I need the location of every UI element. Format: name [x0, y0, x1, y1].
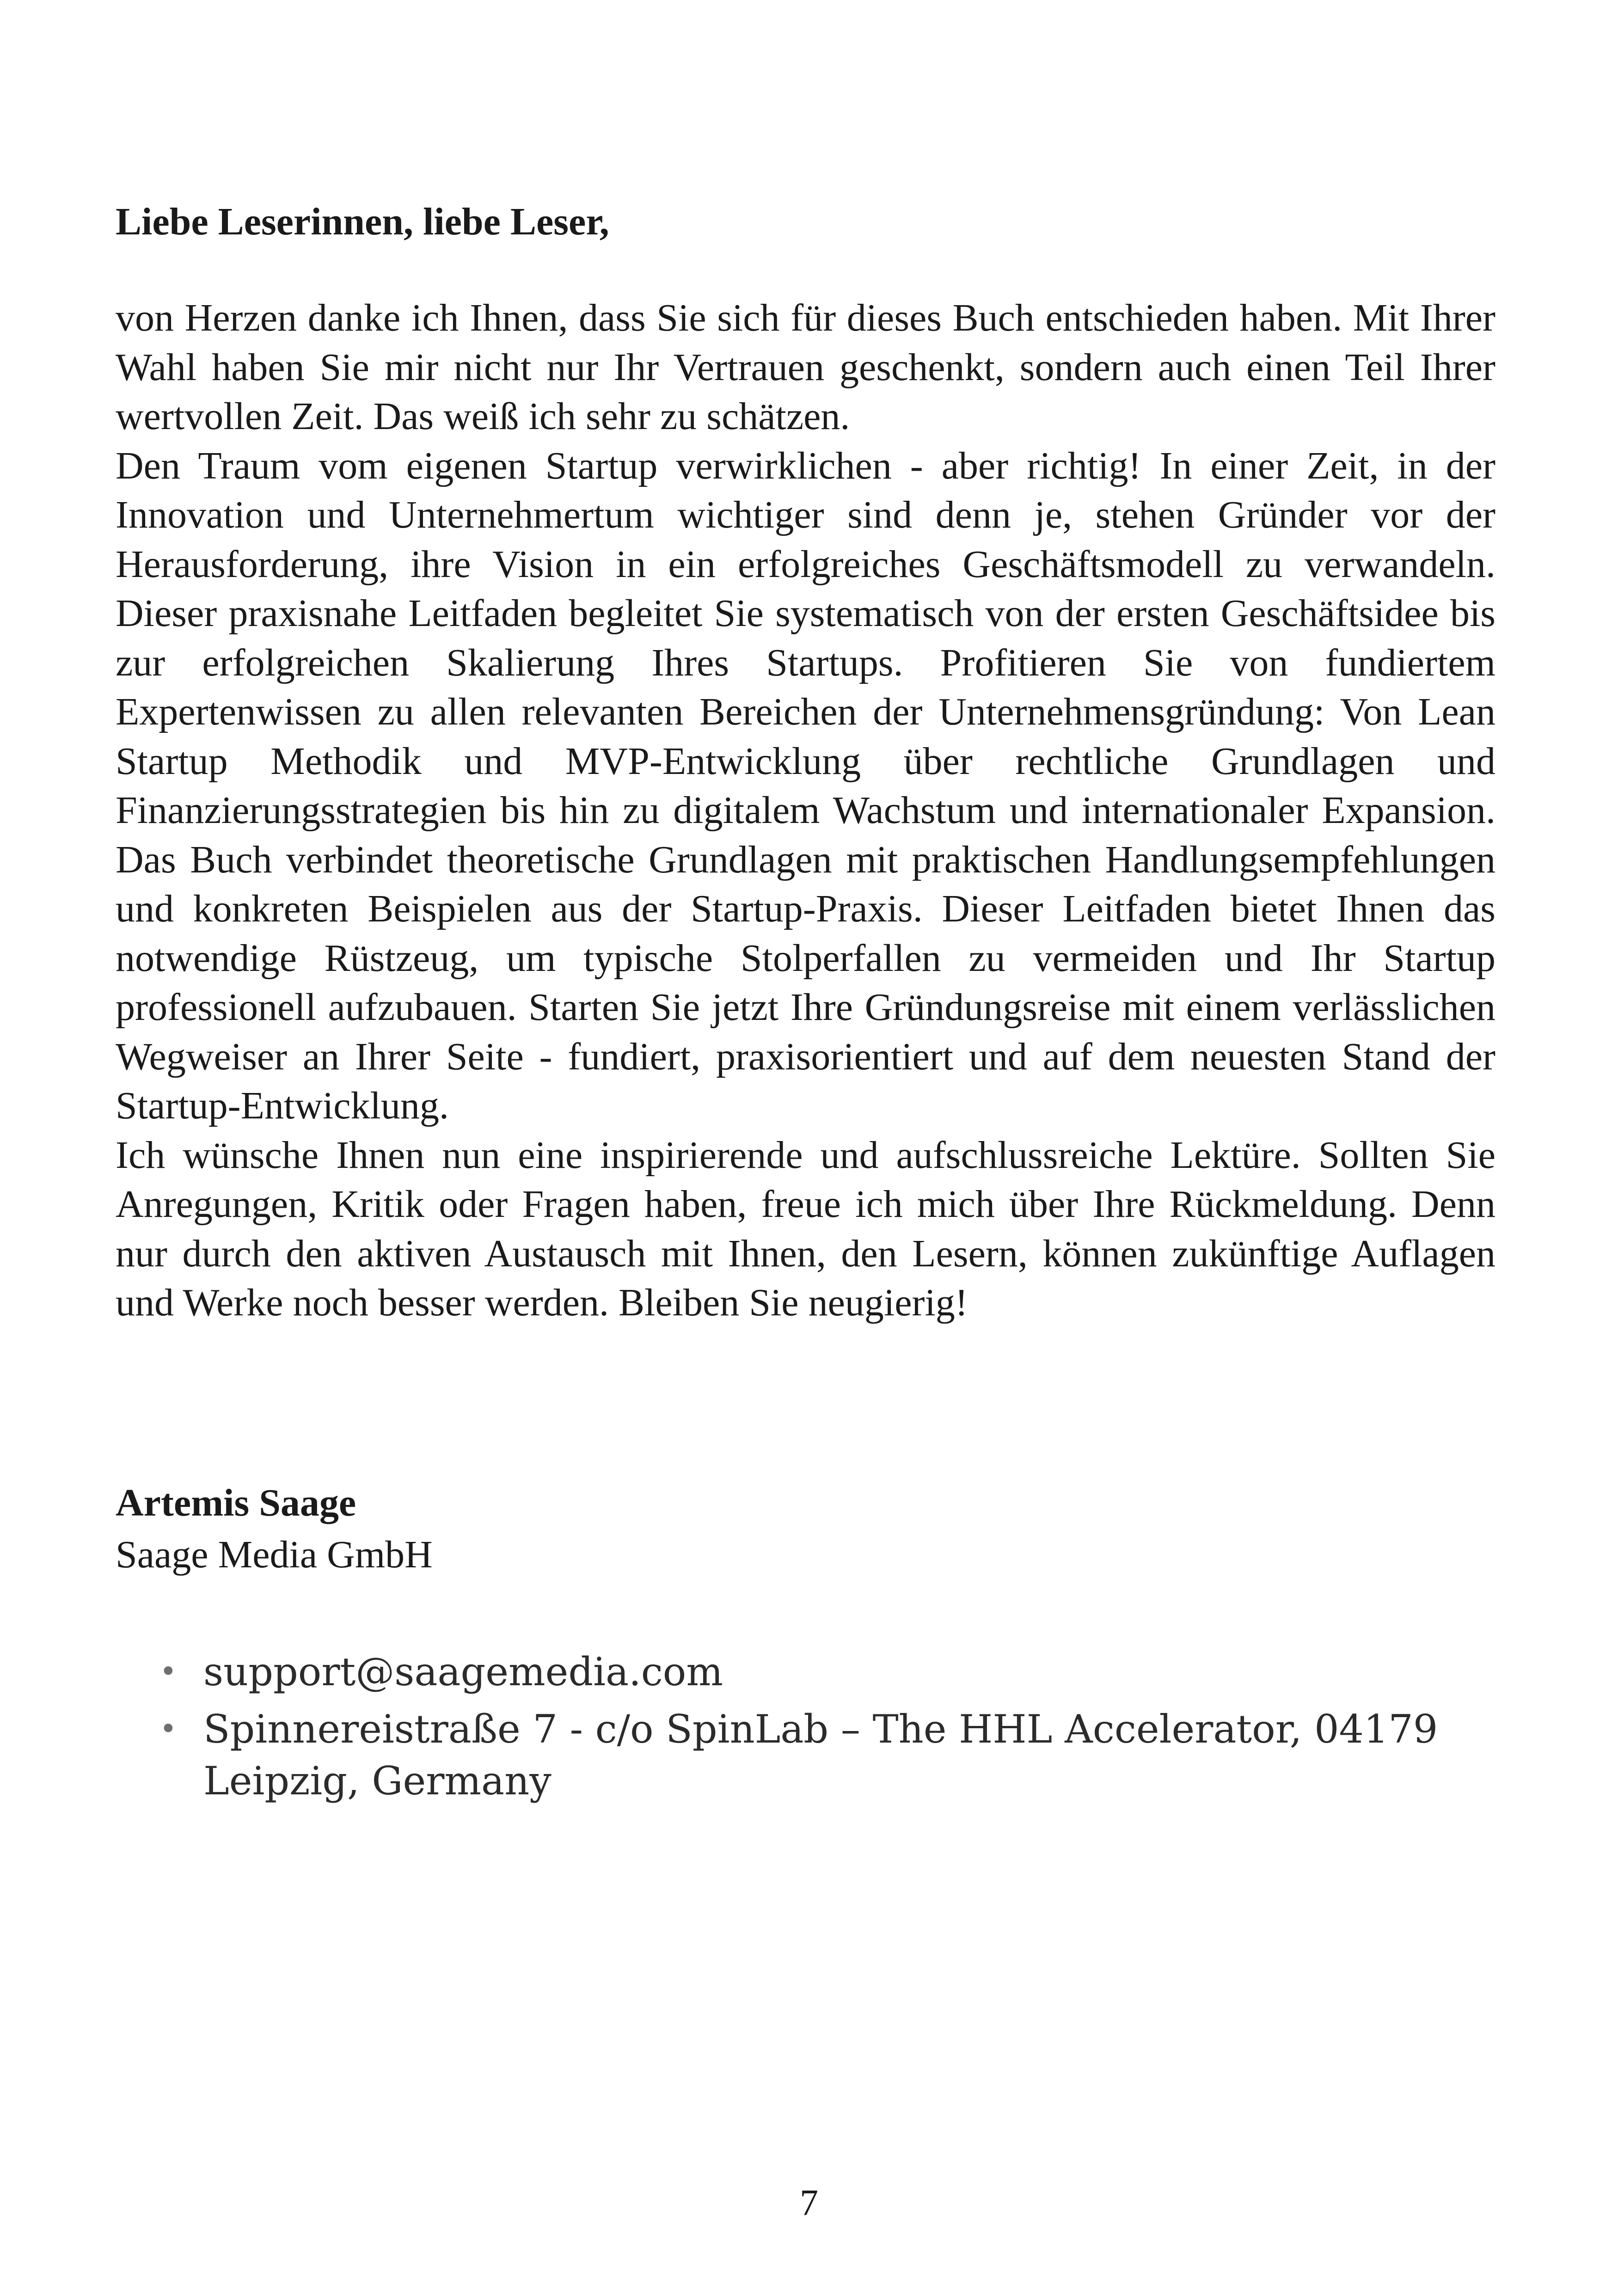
contact-email[interactable]: support@saagemedia.com: [203, 1649, 723, 1694]
bullet-icon: •: [159, 1655, 177, 1689]
author-name: Artemis Saage: [116, 1481, 356, 1524]
paragraph-thanks: von Herzen danke ich Ihnen, dass Sie sich für dieses Buch entschieden haben. Mit Ihrer Wahl haben Sie mir nicht nur Ihr Vertrauen geschenkt, sondern auch einen Teil Ihrer wertvollen Zeit. Das weiß ich sehr zu schätzen.: [116, 296, 1495, 438]
company-name: Saage Media GmbH: [116, 1533, 433, 1576]
signature-block: [116, 1477, 1502, 1581]
contact-address-item: [159, 1703, 1500, 1807]
page-number: 7: [800, 2183, 818, 2223]
paragraph-closing-wishes: Ich wünsche Ihnen nun eine inspirierende und aufschlussreiche Lektüre. Sollten Sie Anregungen, Kritik oder Fragen haben, freue ich mich über Ihre Rückmeldung. Denn nur durch den aktiven Austausch mit Ihnen, den Lesern, können zukünftige Auflagen und Werke noch besser werden. Bleiben Sie neugierig!: [116, 1133, 1495, 1324]
letter-body: [116, 294, 1495, 1328]
bullet-icon: •: [159, 1712, 177, 1746]
paragraph-book-description: Den Traum vom eigenen Startup verwirklichen - aber richtig! In einer Zeit, in der Innovation und Unternehmertum wichtiger sind denn je, stehen Gründer vor der Herausforderung, ihre Vision in ein erfolgreiches Geschäftsmodell zu verwandeln. Dieser praxisnahe Leitfaden begleitet Sie systematisch von der ersten Geschäftsidee bis zur erfolgreichen Skalierung Ihres Startups. Profitieren Sie von fundiertem Expertenwissen zu allen relevanten Bereichen der Unternehmensgründung: Von Lean Startup Methodik und MVP-Entwicklung über rechtliche Grundlagen und Finanzierungsstrategien bis hin zu digitalem Wachstum und internationaler Expansion. Das Buch verbindet theoretische Grundlagen mit praktischen Handlungsempfehlungen und konkreten Beispielen aus der Startup-Praxis. Dieser Leitfaden bietet Ihnen das notwendige Rüstzeug, um typische Stolperfallen zu vermeiden und Ihr Startup professionell aufzubauen. Starten Sie jetzt Ihre Gründungsreise mit einem verlässlichen Wegweiser an Ihrer Seite - fundiert, praxisorientiert und auf dem neuesten Stand der Startup-Entwicklung.: [116, 444, 1495, 1127]
contact-list: [159, 1646, 1500, 1812]
contact-email-item: [159, 1646, 1500, 1698]
contact-address: Spinnereistraße 7 - c/o SpinLab – The HHL Accelerator, 04179 Leipzig, Germany: [203, 1707, 1438, 1804]
salutation-heading: Liebe Leserinnen, liebe Leser,: [116, 200, 609, 243]
